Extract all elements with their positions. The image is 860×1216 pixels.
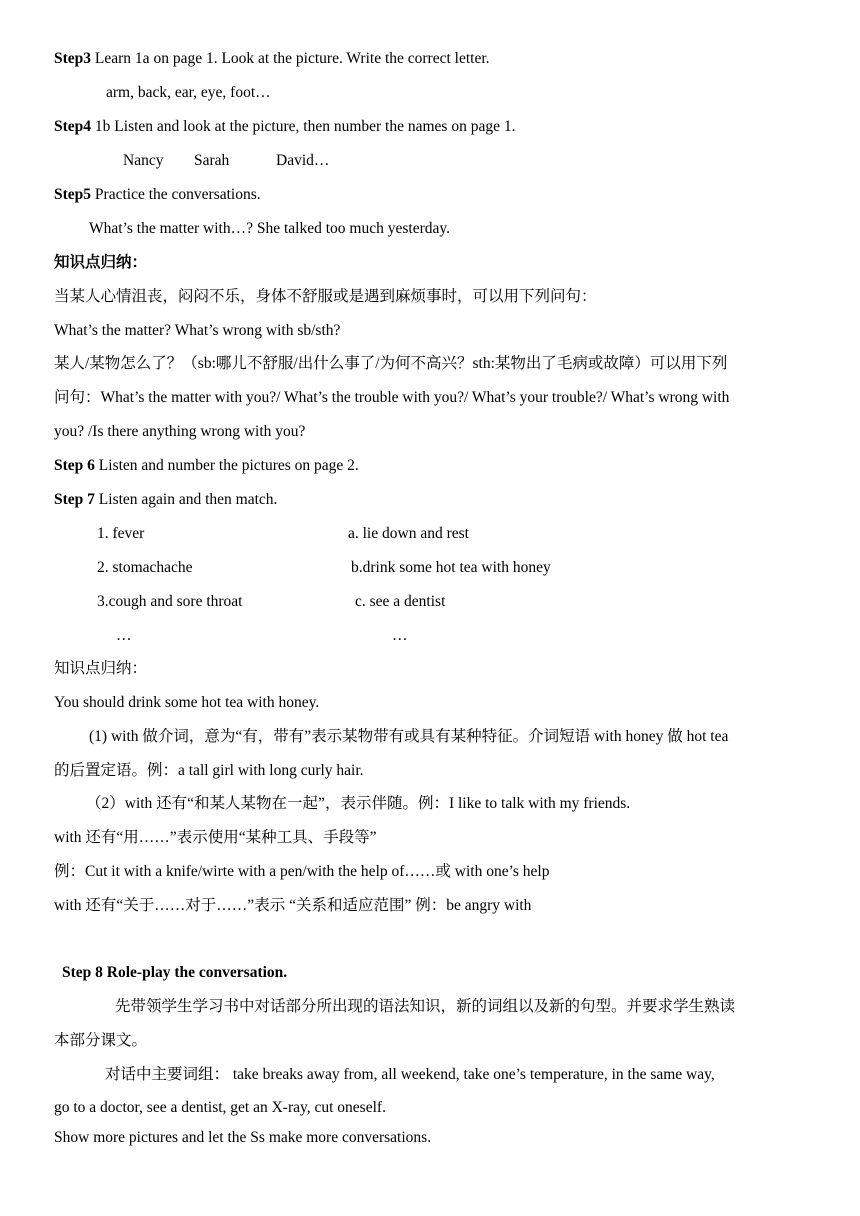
- step5-line: [54, 185, 261, 205]
- match-right-3: c. see a dentist: [355, 593, 446, 610]
- match-left-1: 1. fever: [97, 525, 145, 542]
- match-right-2: b.drink some hot tea with honey: [351, 559, 551, 576]
- step4-name-1: Nancy: [123, 152, 164, 169]
- step6-text: Listen and number the pictures on page 2.: [94, 457, 359, 474]
- step8-line5: Show more pictures and let the Ss make more conversations.: [54, 1129, 432, 1146]
- step5-example: What’s the matter with…? She talked too much yesterday.: [89, 220, 450, 237]
- match-right-ellipsis: …: [392, 627, 408, 644]
- step4-line: [54, 117, 515, 137]
- note1-line2: What’s the matter? What’s wrong with sb/sth?: [54, 322, 341, 339]
- note2-line7: with 还有“关于……对于……”表示 “关系和适应范围” 例：be angry with: [54, 897, 532, 914]
- step8-line2: 本部分课文。: [54, 1032, 148, 1049]
- step3-text: Learn 1a on page 1. Look at the picture. Write the correct letter.: [91, 50, 490, 67]
- step8-heading: Step 8 Role-play the conversation.: [62, 964, 288, 981]
- step6-line: [54, 456, 359, 476]
- match-left-ellipsis: …: [116, 627, 132, 644]
- step3-line: [54, 49, 490, 69]
- note2-line3: 的后置定语。例：a tall girl with long curly hair.: [54, 762, 364, 779]
- note1-line1: 当某人心情沮丧，闷闷不乐，身体不舒服或是遇到麻烦事时，可以用下列问句：: [54, 288, 597, 305]
- note2-line4: （2）with 还有“和某人某物在一起”，表示伴随。例：I like to talk with my friends.: [86, 795, 631, 812]
- step4-label: Step4: [54, 118, 92, 135]
- step3-words: arm, back, ear, eye, foot…: [106, 84, 271, 101]
- step4-name-2: Sarah: [194, 152, 230, 169]
- note1-line5: you? /Is there anything wrong with you?: [54, 423, 306, 440]
- note2-line6: 例：Cut it with a knife/wirte with a pen/with the help of……或 with one’s help: [54, 863, 550, 880]
- step8-line3: 对话中主要词组： take breaks away from, all weekend, take one’s temperature, in the same way,: [105, 1066, 715, 1083]
- note1-line3: 某人/某物怎么了？（sb:哪儿不舒服/出什么事了/为何不高兴？sth:某物出了毛病或故障）可以用下列: [54, 355, 728, 372]
- note2-line1: You should drink some hot tea with honey.: [54, 694, 320, 711]
- step5-label: Step5: [54, 186, 92, 203]
- match-left-3: 3.cough and sore throat: [97, 593, 243, 610]
- step5-text: Practice the conversations.: [91, 186, 261, 203]
- step7-label: Step 7: [54, 491, 95, 508]
- note2-line2: (1) with 做介词，意为“有，带有”表示某物带有或具有某种特征。介词短语 with honey 做 hot tea: [89, 728, 729, 745]
- note1-heading: 知识点归纳：: [54, 254, 148, 271]
- note2-heading: 知识点归纳：: [54, 660, 148, 677]
- step4-name-3: David…: [276, 152, 330, 169]
- note2-line5: with 还有“用……”表示使用“某种工具、手段等”: [54, 829, 377, 846]
- match-left-2: 2. stomachache: [97, 559, 193, 576]
- note1-line4: 问句：What’s the matter with you?/ What’s the trouble with you?/ What’s your trouble?/ What’s wrong with: [54, 389, 730, 406]
- step6-label: Step 6: [54, 457, 95, 474]
- step7-text: Listen again and then match.: [94, 491, 278, 508]
- step8-line1: 先带领学生学习书中对话部分所出现的语法知识，新的词组以及新的句型。并要求学生熟读: [115, 998, 736, 1015]
- step8-line4: go to a doctor, see a dentist, get an X-ray, cut oneself.: [54, 1099, 386, 1116]
- step4-text: 1b Listen and look at the picture, then number the names on page 1.: [91, 118, 516, 135]
- step7-line: [54, 490, 277, 510]
- match-right-1: a. lie down and rest: [348, 525, 469, 542]
- step3-label: Step3: [54, 50, 92, 67]
